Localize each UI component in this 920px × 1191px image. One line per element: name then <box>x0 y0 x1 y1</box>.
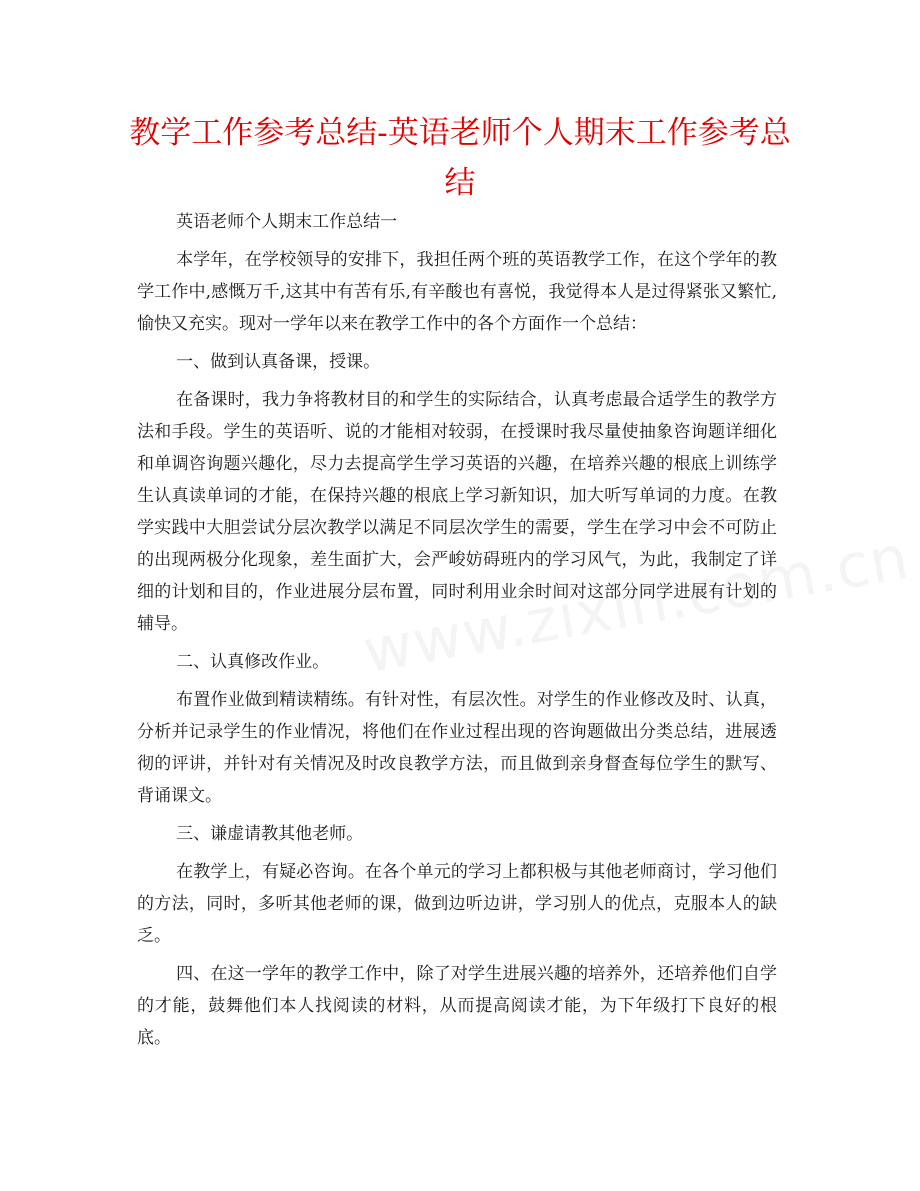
item-heading-2: 二、认真修改作业。 <box>176 652 330 672</box>
document-title: 教学工作参考总结-英语老师个人期末工作参考总结 <box>129 115 791 201</box>
intro-paragraph: 本学年，在学校领导的安排下，我担任两个班的英语教学工作，在这个学年的教学工作中,感慨万千,这其中有苦有乐,有辛酸也有喜悦，我觉得本人是过得紧张又繁忙,愉快又充实。现对一学年以来在教学工作中的各个方面作一个总结： <box>137 250 777 334</box>
body-paragraph: 在教学上，有疑必咨询。在各个单元的学习上都积极与其他老师商讨，学习他们的方法，同时，多听其他老师的课，做到边听边讲，学习别人的优点，克服本人的缺乏。 <box>137 862 777 946</box>
item-heading-3: 三、谦虚请教其他老师。 <box>176 824 364 844</box>
body-paragraph: 布置作业做到精读精练。有针对性，有层次性。对学生的作业修改及时、认真，分析并记录学生的作业情况，将他们在作业过程出现的咨询题做出分类总结，进展透彻的评讲，并针对有关情况及时改良教学方法，而且做到亲身督查每位学生的默写、背诵课文。 <box>137 690 777 806</box>
document-body <box>137 206 777 1060</box>
section-heading: 英语老师个人期末工作总结一 <box>176 212 398 232</box>
item-heading-1: 一、做到认真备课，授课。 <box>176 352 381 372</box>
body-paragraph: 在备课时，我力争将教材目的和学生的实际结合，认真考虑最合适学生的教学方法和手段。学生的英语听、说的才能相对较弱，在授课时我尽量使抽象咨询题详细化和单调咨询题兴趣化，尽力去提高学生学习英语的兴趣，在培养兴趣的根底上训练学生认真读单词的才能，在保持兴趣的根底上学习新知识，加大听写单词的力度。在教学实践中大胆尝试分层次教学以满足不同层次学生的需要，学生在学习中会不可防止的出现两极分化现象，差生面扩大，会严峻妨碍班内的学习风气，为此，我制定了详细的计划和目的，作业进展分层布置，同时利用业余时间对这部分同学进展有计划的辅导。 <box>137 390 777 634</box>
body-paragraph: 四、在这一学年的教学工作中，除了对学生进展兴趣的培养外，还培养他们自学的才能，鼓舞他们本人找阅读的材料，从而提高阅读才能，为下年级打下良好的根底。 <box>137 964 777 1048</box>
